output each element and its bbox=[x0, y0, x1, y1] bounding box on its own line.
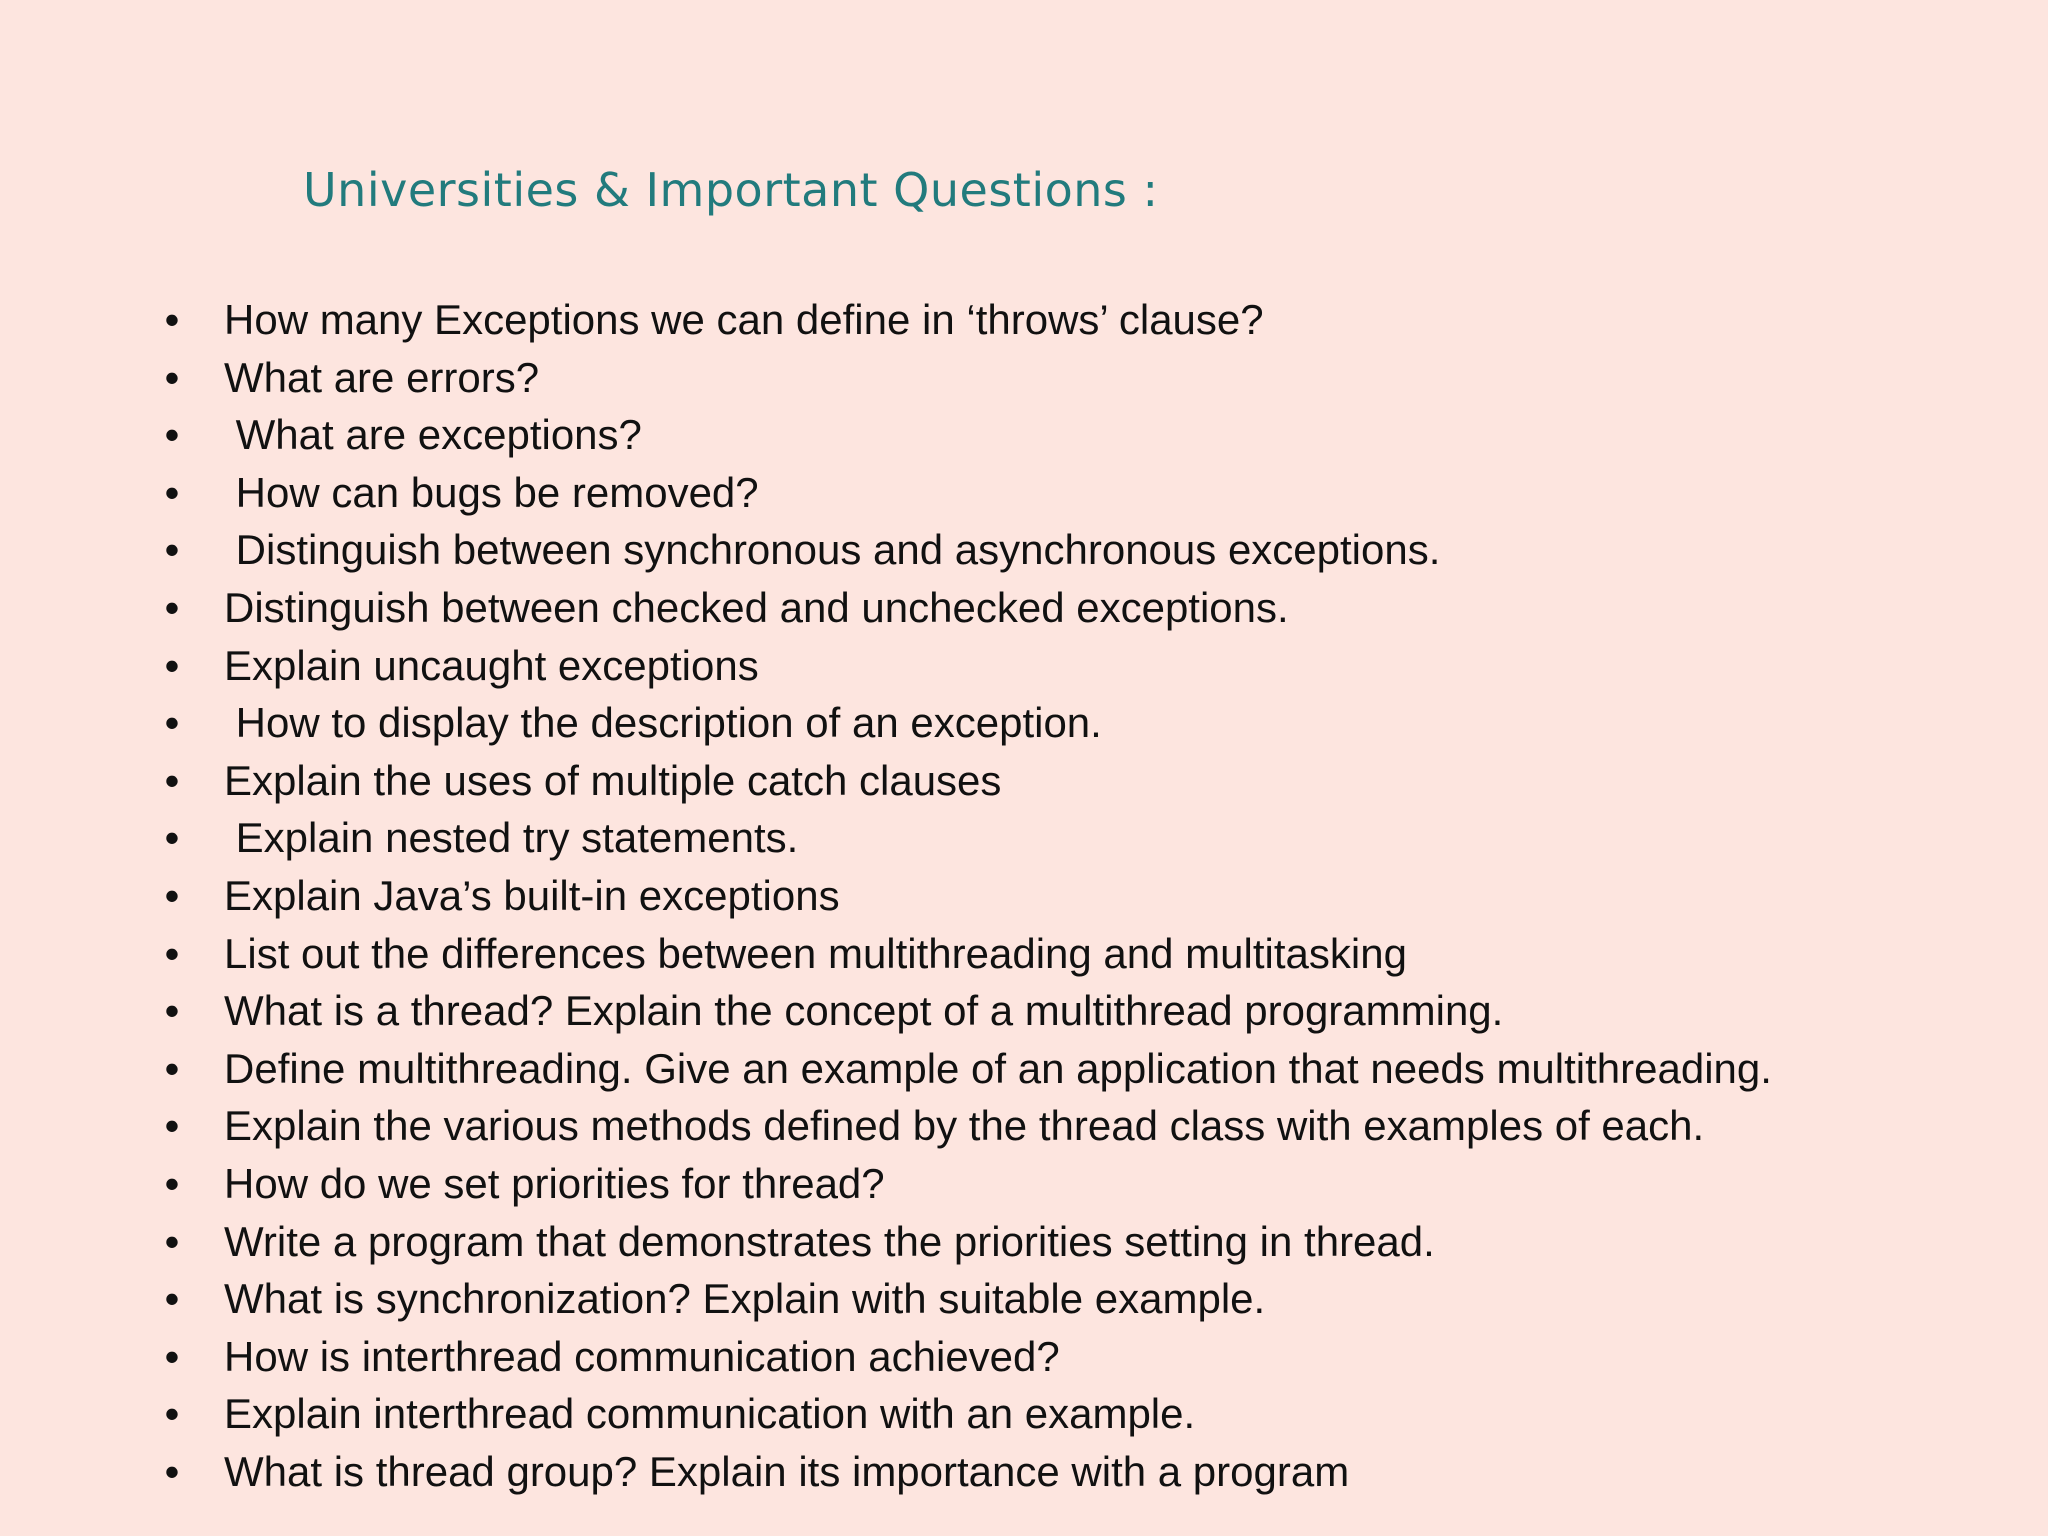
bullet-icon: • bbox=[164, 353, 180, 401]
question-text: Distinguish between checked and unchecked exceptions. bbox=[224, 583, 1289, 631]
question-text: How is interthread communication achieved? bbox=[224, 1332, 1060, 1380]
question-text: How do we set priorities for thread? bbox=[224, 1159, 885, 1207]
bullet-icon: • bbox=[164, 296, 180, 343]
question-text: Explain the various methods defined by the thread class with examples of each. bbox=[224, 1102, 1705, 1150]
question-text: Explain the uses of multiple catch clauses bbox=[224, 756, 1002, 804]
bullet-icon: • bbox=[164, 1217, 180, 1265]
question-text: Explain uncaught exceptions bbox=[224, 641, 759, 689]
bullet-icon: • bbox=[164, 699, 180, 747]
bullet-icon: • bbox=[164, 411, 180, 459]
question-text: List out the differences between multithreading and multitasking bbox=[224, 929, 1407, 977]
question-text: How can bugs be removed? bbox=[224, 468, 759, 516]
bullet-icon: • bbox=[164, 1332, 180, 1380]
question-text: Define multithreading. Give an example of an application that needs multithreading. bbox=[224, 1044, 1772, 1092]
bullet-icon: • bbox=[164, 756, 180, 804]
question-text: How to display the description of an exception. bbox=[224, 699, 1102, 747]
question-text: What is synchronization? Explain with suitable example. bbox=[224, 1275, 1266, 1323]
question-text: What are exceptions? bbox=[224, 411, 642, 459]
slide-title: Universities & Important Questions : bbox=[303, 163, 1159, 217]
bullet-icon: • bbox=[164, 1275, 180, 1323]
bullet-icon: • bbox=[164, 987, 180, 1035]
question-text: Distinguish between synchronous and asynchronous exceptions. bbox=[224, 526, 1441, 574]
bullet-icon: • bbox=[164, 929, 180, 977]
bullet-icon: • bbox=[164, 641, 180, 689]
question-text: What is thread group? Explain its importance with a program bbox=[224, 1447, 1350, 1495]
bullet-icon: • bbox=[164, 814, 180, 862]
question-text: Explain Java’s built-in exceptions bbox=[224, 871, 840, 919]
bullet-icon: • bbox=[164, 871, 180, 919]
question-text: Write a program that demonstrates the priorities setting in thread. bbox=[224, 1217, 1435, 1265]
bullet-icon: • bbox=[164, 1447, 180, 1495]
question-text: How many Exceptions we can define in ‘throws’ clause? bbox=[224, 296, 1264, 343]
question-text: Explain interthread communication with an example. bbox=[224, 1390, 1196, 1438]
question-text: What are errors? bbox=[224, 353, 540, 401]
bullet-icon: • bbox=[164, 468, 180, 516]
bullet-icon: • bbox=[164, 526, 180, 574]
bullet-icon: • bbox=[164, 583, 180, 631]
bullet-icon: • bbox=[164, 1044, 180, 1092]
bullet-icon: • bbox=[164, 1159, 180, 1207]
question-text: Explain nested try statements. bbox=[224, 814, 799, 862]
question-text: What is a thread? Explain the concept of a multithread programming. bbox=[224, 987, 1504, 1035]
bullet-icon: • bbox=[164, 1390, 180, 1438]
bullet-icon: • bbox=[164, 1102, 180, 1150]
